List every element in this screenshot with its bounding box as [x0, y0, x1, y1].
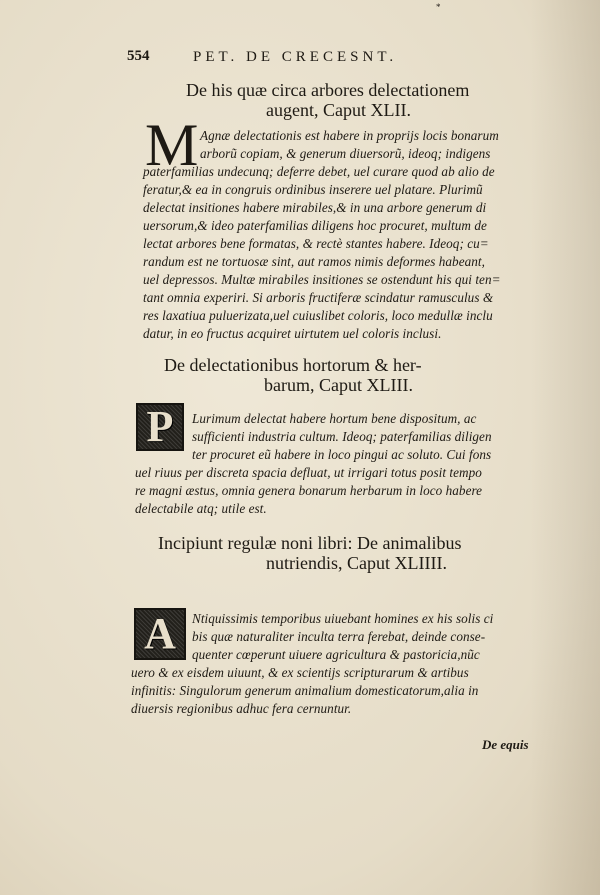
book-9-line: bis quæ naturaliter inculta terra ferebat, deinde conse- [192, 629, 486, 644]
chapter-42-line: delectat insitiones habere mirabiles,& in una arbore generum di [143, 200, 487, 215]
chapter-42-line: uersorum,& ideo paterfamilias diligens hoc procuret, multum de [143, 218, 487, 233]
chapter-43-line: uel riuus per discreta spacia defluat, ut irrigari totus posit tempo [135, 465, 482, 480]
book-9-line: quenter cœperunt uiuere agricultura & pastoricia,nũc [192, 647, 480, 662]
book-9-line: diuersis regionibus adhuc fera cernuntur. [131, 701, 352, 716]
chapter-42-line: Agnæ delectationis est habere in proprijs locis bonarum [200, 128, 499, 143]
woodcut-initial-letter: P [146, 402, 174, 451]
chapter-42-title-line-2: augent, Caput XLII. [266, 100, 411, 120]
running-head: PET. DE CRECESNT. [193, 49, 398, 65]
chapter-42-line: paterfamilias undecunq; deferre debet, uel curare quod ab alio de [143, 164, 495, 179]
chapter-43-woodcut-initial [136, 403, 184, 451]
chapter-43-line: sufficienti industria cultum. Ideoq; paterfamilias diligen [192, 429, 492, 444]
chapter-42-line: tant omnia experiri. Si arboris fructiferæ scindatur ramusculus & [143, 290, 494, 305]
book-9-title-line-2: nutriendis, Caput XLIIII. [266, 553, 447, 573]
chapter-42-line: res laxatiua puluerizata,uel cuiuslibet coloris, loco medullæ inclu [143, 308, 493, 323]
chapter-43-line: delectabile atq; utile est. [135, 501, 267, 516]
book-9-title-line-1: Incipiunt regulæ noni libri: De animalibus [158, 533, 462, 553]
chapter-42-line: lectat arbores bene formatas, & rectè stantes habere. Ideoq; cu= [143, 236, 489, 251]
chapter-43-line: ter procuret eũ habere in loco pingui ac soluto. Cui fons [192, 447, 492, 462]
chapter-42-line: arborũ copiam, & generum diuersorũ, ideoq; indigens [200, 146, 491, 161]
chapter-43-title-line-2: barum, Caput XLIII. [264, 375, 413, 395]
signature-mark: * [436, 2, 441, 12]
chapter-42-drop-initial: M [145, 112, 199, 178]
chapter-43-line: Lurimum delectat habere hortum bene dispositum, ac [192, 411, 477, 426]
chapter-42-line: randum est ne tortuosæ sint, aut ramos nimis deformes habeant, [143, 254, 485, 269]
book-9-line: Ntiquissimis temporibus uiuebant homines ex his solis ci [192, 611, 494, 626]
page-number: 554 [127, 48, 150, 64]
chapter-43-line: re magni æstus, omnia genera bonarum herbarum in loco habere [135, 483, 483, 498]
book-9-line: infinitis: Singulorum generum animalium domesticatorum,alia in [131, 683, 479, 698]
catchword: De equis [482, 737, 529, 752]
chapter-42-line: feratur,& ea in congruis ordinibus inserere uel platare. Plurimũ [143, 182, 483, 197]
chapter-42-title-line-1: De his quæ circa arbores delectationem [186, 80, 470, 100]
book-9-line: uero & ex eisdem uiuunt, & ex scientijs scripturarum & artibus [131, 665, 469, 680]
book-9-woodcut-initial [134, 608, 186, 660]
chapter-43-title-line-1: De delectationibus hortorum & her- [164, 355, 422, 375]
woodcut-initial-letter: A [144, 609, 176, 658]
chapter-42-line: datur, in eo fructus acquiret uirtutem uel coloris inclusi. [143, 326, 442, 341]
chapter-42-line: uel depressos. Multæ mirabiles insitiones se ostendunt his qui ten= [143, 272, 501, 287]
